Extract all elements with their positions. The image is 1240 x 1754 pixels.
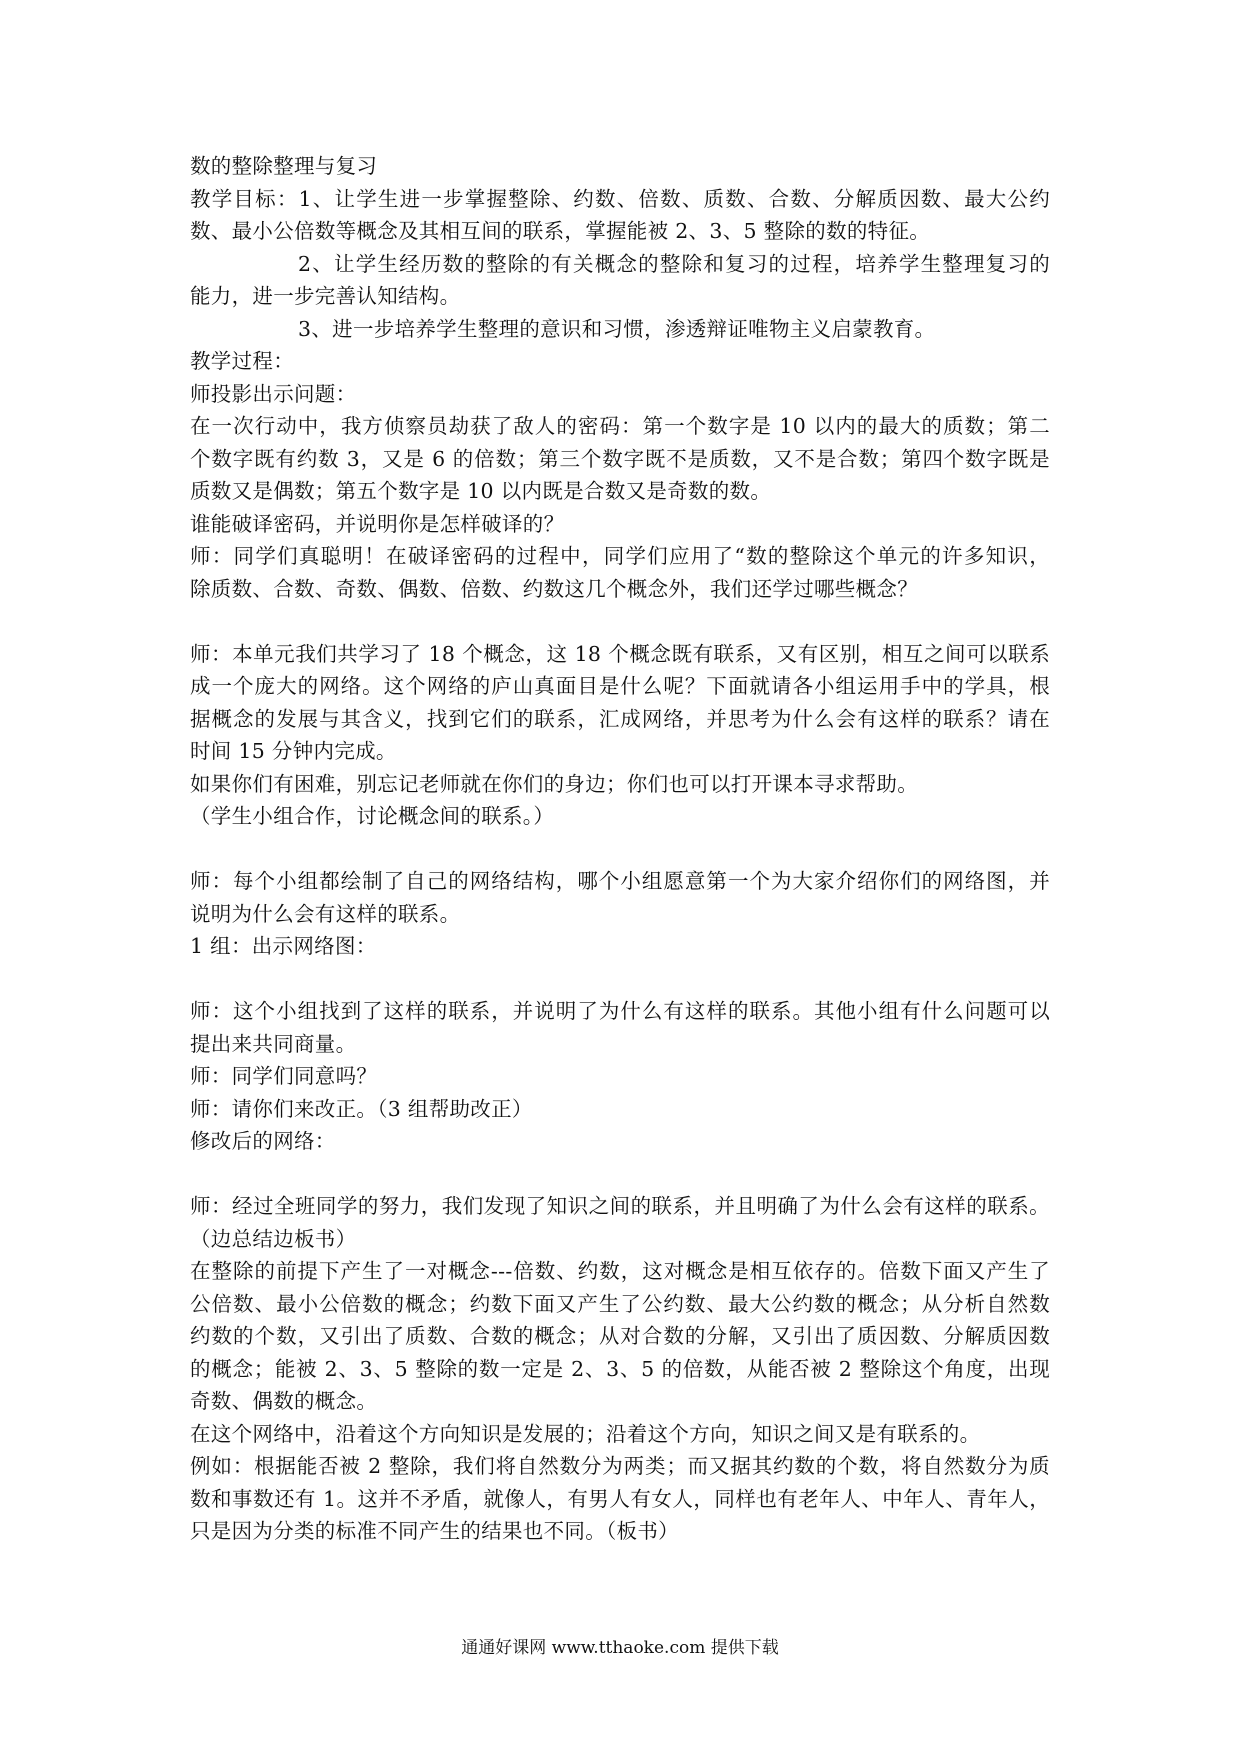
text-line: （边总结边板书） xyxy=(190,1226,357,1251)
text-line: 质数又是偶数；第五个数字是 10 以内既是合数又是奇数的数。 xyxy=(190,479,772,503)
text-line: 只是因为分类的标准不同产生的结果也不同。（板书） xyxy=(190,1519,679,1543)
text-line: 在这个网络中，沿着这个方向知识是发展的；沿着这个方向，知识之间又是有联系的。 xyxy=(190,1421,981,1446)
blank-line xyxy=(190,963,1050,996)
text-line: 师：同学们同意吗？ xyxy=(190,1064,378,1088)
text-line: 公倍数、最小公倍数的概念；约数下面又产生了公约数、最大公约数的概念；从分析自然数 xyxy=(190,1291,1050,1316)
text-line: 提出来共同商量。 xyxy=(190,1031,357,1056)
text-line: 如果你们有困难，别忘记老师就在你们的身边；你们也可以打开课本寻求帮助。 xyxy=(190,771,918,796)
text-line: 能力，进一步完善认知结构。 xyxy=(190,284,461,308)
text-line: 师投影出示问题： xyxy=(190,381,357,406)
text-line: 师：本单元我们共学习了 18 个概念，这 18 个概念既有联系，又有区别，相互之间可以联系 xyxy=(190,641,1050,666)
text-line: 在一次行动中，我方侦察员劫获了敌人的密码：第一个数字是 10 以内的最大的质数；第二 xyxy=(190,414,1050,438)
text-line: 师：请你们来改正。（3 组帮助改正） xyxy=(190,1096,533,1121)
text-line: 修改后的网络： xyxy=(190,1129,336,1153)
text-line: （学生小组合作，讨论概念间的联系。） xyxy=(190,804,555,828)
text-line: 奇数、偶数的概念。 xyxy=(190,1389,378,1413)
text-line: 个数字既有约数 3，又是 6 的倍数；第三个数字既不是质数，又不是合数；第四个数字既是 xyxy=(190,446,1050,471)
text-line: 师：这个小组找到了这样的联系，并说明了为什么有这样的联系。其他小组有什么问题可以 xyxy=(190,999,1050,1023)
text-line: 除质数、合数、奇数、偶数、倍数、约数这几个概念外，我们还学过哪些概念？ xyxy=(190,576,918,601)
text-line: 师：同学们真聪明！在破译密码的过程中，同学们应用了“数的整除这个单元的许多知识， xyxy=(190,544,1050,568)
blank-line xyxy=(190,1158,1050,1191)
document-page xyxy=(190,150,1050,1548)
blank-line xyxy=(190,833,1050,866)
text-line: 教学过程： xyxy=(190,349,294,373)
text-line: 师：经过全班同学的努力，我们发现了知识之间的联系，并且明确了为什么会有这样的联系。 xyxy=(190,1194,1050,1218)
text-line: 据概念的发展与其含义，找到它们的联系，汇成网络，并思考为什么会有这样的联系？请在 xyxy=(190,706,1050,731)
text-line: 在整除的前提下产生了一对概念---倍数、约数，这对概念是相互依存的。倍数下面又产生了 xyxy=(190,1259,1050,1283)
blank-line xyxy=(190,605,1050,638)
text-line: 数、最小公倍数等概念及其相互间的联系，掌握能被 2、3、5 整除的数的特征。 xyxy=(190,219,931,243)
text-line: 3、进一步培养学生整理的意识和习惯，渗透辩证唯物主义启蒙教育。 xyxy=(298,316,936,341)
document-title: 数的整除整理与复习 xyxy=(190,154,378,178)
text-line: 成一个庞大的网络。这个网络的庐山真面目是什么呢？下面就请各小组运用手中的学具，根 xyxy=(190,674,1050,698)
text-line: 说明为什么会有这样的联系。 xyxy=(190,901,461,926)
text-line: 约数的个数，又引出了质数、合数的概念；从对合数的分解，又引出了质因数、分解质因数 xyxy=(190,1324,1050,1348)
text-line: 数和事数还有 1。这并不矛盾，就像人，有男人有女人，同样也有老年人、中年人、青年人， xyxy=(190,1486,1050,1511)
text-line: 2、让学生经历数的整除的有关概念的整除和复习的过程，培养学生整理复习的 xyxy=(298,251,1050,276)
text-line: 谁能破译密码，并说明你是怎样破译的？ xyxy=(190,511,565,536)
text-line: 教学目标：1、让学生进一步掌握整除、约数、倍数、质数、合数、分解质因数、最大公约 xyxy=(190,186,1050,211)
text-line: 例如：根据能否被 2 整除，我们将自然数分为两类；而又据其约数的个数，将自然数分为质 xyxy=(190,1454,1050,1478)
text-line: 的概念；能被 2、3、5 整除的数一定是 2、3、5 的倍数，从能否被 2 整除这个角度，出现 xyxy=(190,1356,1050,1381)
page-footer: 通通好课网 www.tthaoke.com 提供下载 xyxy=(461,1638,779,1658)
text-line: 时间 15 分钟内完成。 xyxy=(190,739,397,763)
text-line: 师：每个小组都绘制了自己的网络结构，哪个小组愿意第一个为大家介绍你们的网络图，并 xyxy=(190,869,1050,893)
text-line: 1 组：出示网络图： xyxy=(190,934,377,958)
